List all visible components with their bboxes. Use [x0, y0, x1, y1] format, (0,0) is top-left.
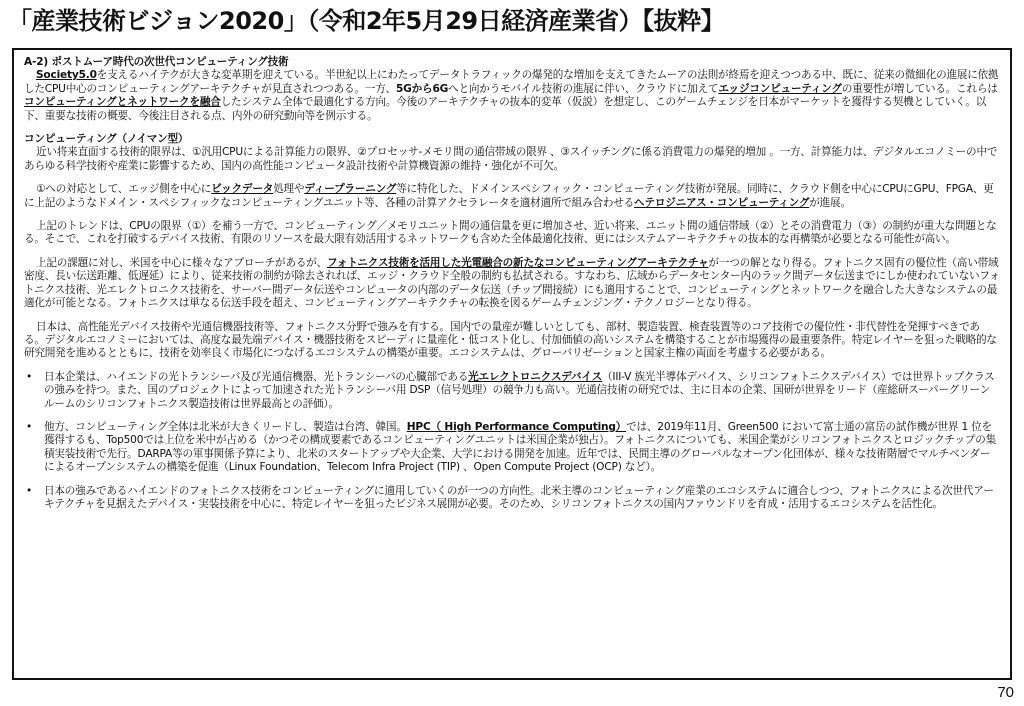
highlight-society50: Society5.0: [36, 69, 97, 82]
bullet-item-2: • 他方、コンピューティング全体は北米が大きくリードし、製造は台湾、韓国。HPC（ High Performance Computing）では、2019年11月、Green500 において富士通の富岳の試作機が世界 1 位を獲得するも、Top500では上位を米中が占める（かつその構成要素であるコンピューティングユニットは米国企業が独占）。フォトニクスについても、米国企業がシリコンフォトニクスとロジックチップの集積実装技術で先行。DARPA等の軍事関係予算により、北米のスタートアップや大企業、大学における開発を加速。近年では、民間主導のグローバルなオープン化団体が、様々な技術階層でマルチベンダーによるオープンシステムの構築を促進（Linux Foundation、Telecom Infra Project (TIP) 、Open Compute Project (OCP) など）。: [26, 420, 997, 474]
page-number: 70: [997, 684, 1014, 701]
content-frame: [12, 48, 1012, 680]
bullet-item-1: • 日本企業は、ハイエンドの光トランシーバ及び光通信機器、光トランシーバの心臓部である光エレクトロニクスデバイス（III-V 族光半導体デバイス、シリコンフォトニクスデバイス）では世界トップクラスの強みを持つ。また、国のプロジェクトによって加速された光トランシーバ用 DSP（信号処理）の競争力も高い。光通信技術の研究では、主に日本の企業、国研が世界をリード（産総研スーパーグリーンルームのシリコンフォトニクス製造技術は世界最高との評価）。: [26, 370, 995, 410]
highlight-big-data: ビックデータ: [211, 183, 274, 196]
bullet-dot: •: [26, 370, 33, 383]
section-b-heading: コンピューティング（ノイマン型）: [24, 133, 189, 146]
highlight-photonics-architecture: フォトニクス技術を活用した光電融合の新たなコンピューティングアーキテクチャ: [327, 256, 709, 269]
bullet-item-3: • 日本の強みであるハイエンドのフォトニクス技術をコンピューティングに適用していくのが一つの方向性。北米主導のコンピューティング産業のエコシステムに適合しつつ、フォトニクスによる次世代アーキテクチャを見据えたデバイス・実装技術を中心に、特定レイヤーを狙ったビジネス展開が必要。そのため、シリコンフォトニクスの国内ファウンドリを育成・活用するエコシステムを活性化。: [26, 484, 994, 510]
section-a-heading: A-2) ポストムーア時代の次世代コンピューティング技術: [24, 56, 289, 68]
section-b-paragraph-5: 日本は、高性能光デバイス技術や光通信機器技術等、フォトニクス分野で強みを有する。国内での量産が難しいとしても、部材、製造装置、検査装置等のコア技術での優位性・非代替性を発揮すべきである。デジタルエコノミーにおいては、高度な最先端デバイス・機器技術をスピーディに量産化・低コスト化し、付加価値の高いシステムを構築することが市場獲得の最重要条件。特定レイヤーを狙った戦略的な研究開発を進めるとともに、技術を効率良く市場化につなげるエコシステムの構築が重要。エコシステムは、グローバリゼーションと国家主権の両面を考慮する必要がある。: [24, 320, 997, 360]
highlight-5g-6g: 5Gから6G: [396, 82, 449, 95]
highlight-edge-computing: エッジコンピューティング: [718, 82, 842, 95]
page-title: 「産業技術ビジョン2020」（令和2年5月29日経済産業省）【抜粋】: [8, 7, 725, 35]
bullet-dot: •: [26, 484, 33, 497]
section-b-paragraph-4: 上記の課題に対し、米国を中心に様々なアプローチがあるが、フォトニクス技術を活用した光電融合の新たなコンピューティングアーキテクチャが一つの解となり得る。フォトニクス固有の優位性（高い帯域密度、長い伝送距離、低遅延）により、従来技術の制約が除去されれば、エッジ・クラウド全般の制約も払拭される。すなわち、広域からデータセンター内のラック間データ伝送までにしか使われていないフォトニクス技術、光エレクトロニクス技術を、サーバー間データ伝送やコンピュータの内部のデータ伝送（チップ間接続）にも適用することで、コンピューティングとネットワークを融合した大きなシステムの最適化が可能となる。フォトニクスは単なる伝送手段を超え、コンピューティングアーキテクチャの転換を図るゲームチェンジング・テクノロジーとなり得る。: [24, 256, 1000, 310]
section-b-paragraph-2: ①への対応として、エッジ側を中心にビックデータ処理やディープラーニング等に特化した、ドメインスペシフィック・コンピューティング技術が発展。同時に、クラウド側を中心にCPUにGPU、FPGA、更に上記のようなドメイン・スペシフィックなコンピューティングユニット等、各種の計算アクセラレータを適材適所で組み合わせるヘテロジニアス・コンピューティングが進展。: [24, 183, 994, 209]
section-b-paragraph-3: 上記のトレンドは、CPUの限界（①）を補う一方で、コンピューティング／メモリユニット間の通信量を更に増加させ、近い将来、ユニット間の通信帯域（②）とその消費電力（③）の制約が重大な問題となる。そこで、これを打破するデバイス技術、有限のリソースを最大限有効活用するネットワークも含めた全体最適化技術、更にはシステムアーキテクチャの抜本的な再構築が必要となる可能性が高い。: [24, 220, 997, 246]
section-b-paragraph-1: 近い将来直面する技術的限界は、①汎用CPUによる計算能力の限界、②プロセッサ-メモリ間の通信帯域の限界 、③スイッチングに係る消費電力の爆発的増加 。一方、計算能力は、デジタルエコノミーの中であらゆる科学技術や産業に影響するため、国内の高性能コンピュータ設計技術や計算機資源の維持・強化が不可欠。: [24, 146, 998, 172]
highlight-computing-network-fusion: コンピューティングとネットワークを融合: [24, 96, 221, 109]
highlight-hpc: HPC（ High Performance Computing）: [406, 420, 627, 433]
section-a-paragraph: Society5.0を支えるハイテクが大きな変革期を迎えている。半世紀以上にわたってデータトラフィックの爆発的な増加を支えてきたムーアの法則が終焉を迎えつつある中、既に、従来の微細化の進展に依拠したCPU中心のコンピューティングアーキテクチャが見直されつつある。一方、5Gから6Gへと向かうモバイル技術の進展に伴い、クラウドに加えてエッジコンピューティングの重要性が増している。これらはコンピューティングとネットワークを融合したシステム全体で最適化する方向。今後のアーキテクチャの抜本的変革（仮説）を想定し、このゲームチェンジを日本がマーケットを獲得する契機としていく。以下、重要な技術の概要、今後注目される点、内外の研究動向等を例示する。: [24, 69, 999, 122]
highlight-deep-learning: ディープラーニング: [304, 183, 397, 196]
bullet-dot: •: [26, 420, 33, 433]
highlight-optoelectronic-devices: 光エレクトロニクスデバイス: [468, 370, 602, 383]
highlight-heterogeneous-computing: ヘテロジニアス・コンピューティング: [634, 196, 810, 209]
